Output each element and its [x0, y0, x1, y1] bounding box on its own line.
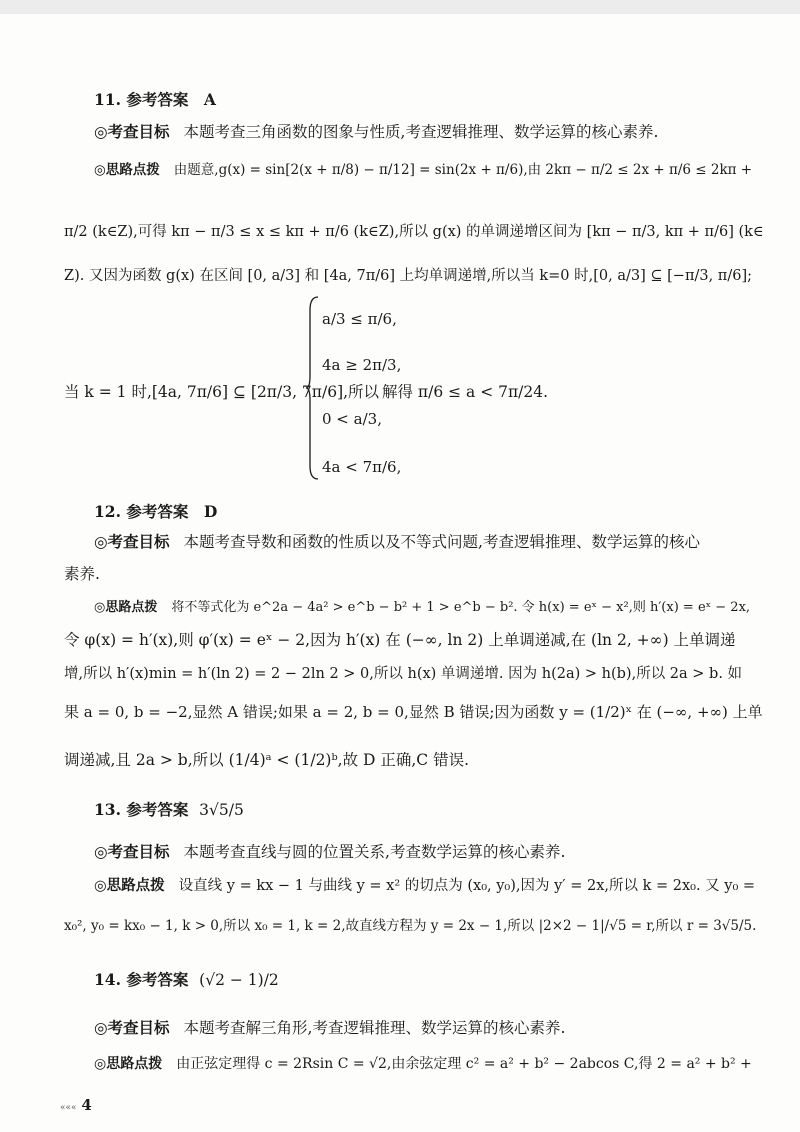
q12-l2: 令 φ(x) = h′(x),则 φ′(x) = eˣ − 2,因为 h′(x) 在 (−∞, ln 2) 上单调递减,在 (ln 2, +∞) 上单调递	[64, 631, 736, 649]
footer-marks: «««	[60, 1103, 77, 1113]
q12-l5: 调递减,且 2a > b,所以 (1/4)ᵃ < (1/2)ᵇ,故 D 正确,C 错误.	[64, 751, 470, 769]
q13-heading	[94, 800, 244, 820]
q14-hint-l1: 由正弦定理得 c = 2Rsin C = √2,由余弦定理 c² = a² + b² − 2abcos C,得 2 = a² + b² +	[176, 1056, 752, 1072]
page-number: 4	[81, 1096, 92, 1114]
q14-heading-text: 14. 参考答案	[94, 970, 189, 989]
system-brace	[306, 296, 320, 480]
system-row-2: 4a ≥ 2π/3,	[322, 356, 402, 374]
system-row-3: 0 < a/3,	[322, 410, 382, 428]
q11-goal	[94, 122, 658, 142]
system-row-1: a/3 ≤ π/6,	[322, 310, 397, 328]
q13-hint	[94, 876, 755, 896]
q14-hint	[94, 1054, 752, 1074]
q11-hint-label: ◎思路点拨	[94, 162, 160, 178]
q11-heading: 11. 参考答案 A	[94, 90, 216, 109]
q12-hint-l1: 将不等式化为 e^2a − 4a² > e^b − b² + 1 > e^b − b². 令 h(x) = eˣ − x²,则 h′(x) = eˣ − 2x,	[171, 600, 751, 615]
page-footer	[60, 1096, 92, 1114]
q14-goal-label: ◎考查目标	[94, 1018, 170, 1037]
q11-hint-l1: 由题意,g(x) = sin[2(x + π/8) − π/12] = sin(2x + π/6),由 2kπ − π/2 ≤ 2x + π/6 ≤ 2kπ +	[173, 162, 753, 178]
q13-heading-text: 13. 参考答案	[94, 800, 189, 819]
q11-l3: Z). 又因为函数 g(x) 在区间 [0, a/3] 和 [4a, 7π/6] 上均单调递增,所以当 k=0 时,[0, a/3] ⊆ [−π/3, π/6];	[64, 268, 752, 284]
q13-hint-l1: 设直线 y = kx − 1 与曲线 y = x² 的切点为 (x₀, y₀),因为 y′ = 2x,所以 k = 2x₀. 又 y₀ =	[178, 878, 756, 894]
q13-goal-label: ◎考查目标	[94, 842, 170, 861]
system-row-4: 4a < 7π/6,	[322, 458, 402, 476]
q12-goal-text: 本题考查导数和函数的性质以及不等式问题,考查逻辑推理、数学运算的核心	[183, 533, 700, 551]
q12-l3: 增,所以 h′(x)min = h′(ln 2) = 2 − 2ln 2 > 0,所以 h(x) 单调递增. 因为 h(2a) > h(b),所以 2a > b. 如	[64, 666, 743, 682]
q11-goal-label: ◎考查目标	[94, 122, 170, 141]
q13-answer: 3√5/5	[199, 801, 244, 819]
q13-l2: x₀², y₀ = kx₀ − 1, k > 0,所以 x₀ = 1, k = 2,故直线方程为 y = 2x − 1,所以 |2×2 − 1|/√5 = r,所以 r = 3√5/5.	[64, 918, 757, 934]
q11-goal-text: 本题考查三角函数的图象与性质,考查逻辑推理、数学运算的核心素养.	[183, 123, 659, 141]
q13-hint-label: ◎思路点拨	[94, 877, 165, 894]
q14-goal	[94, 1018, 565, 1038]
q12-heading: 12. 参考答案 D	[94, 502, 218, 521]
q14-goal-text: 本题考查解三角形,考查逻辑推理、数学运算的核心素养.	[183, 1019, 566, 1037]
q11-l4-pre: 当 k = 1 时,[4a, 7π/6] ⊆ [2π/3, 7π/6],所以	[64, 383, 380, 401]
q12-l4: 果 a = 0, b = −2,显然 A 错误;如果 a = 2, b = 0,显然 B 错误;因为函数 y = (1/2)ˣ 在 (−∞, +∞) 上单	[64, 703, 763, 721]
q11-l4-post: 解得 π/6 ≤ a < 7π/24.	[382, 383, 549, 401]
q14-heading	[94, 970, 279, 990]
q12-goal-label: ◎考查目标	[94, 532, 170, 551]
q11-l2: π/2 (k∈Z),可得 kπ − π/3 ≤ x ≤ kπ + π/6 (k∈Z),所以 g(x) 的单调递增区间为 [kπ − π/3, kπ + π/6] (k∈	[64, 224, 764, 240]
q13-goal	[94, 842, 565, 862]
q14-hint-label: ◎思路点拨	[94, 1056, 163, 1072]
q11-hint	[94, 160, 752, 180]
q12-goal-text2: 素养.	[64, 565, 100, 583]
q12-hint-label: ◎思路点拨	[94, 600, 158, 615]
q12-goal	[94, 532, 700, 552]
scan-top-edge	[0, 0, 800, 14]
q13-goal-text: 本题考查直线与圆的位置关系,考查数学运算的核心素养.	[183, 843, 566, 861]
q14-answer: (√2 − 1)/2	[199, 971, 279, 989]
q12-hint	[94, 598, 750, 618]
